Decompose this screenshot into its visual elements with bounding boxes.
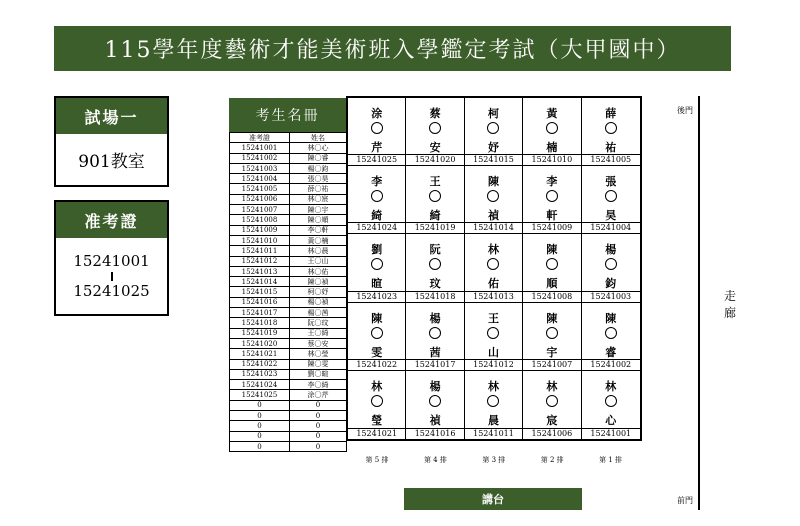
- seat-cell: [406, 234, 464, 302]
- seat-name-last: 暄: [371, 277, 383, 291]
- corridor-label: 走廊: [724, 289, 737, 320]
- seat-ticket-number: 15241001: [582, 428, 640, 439]
- roster-name-cell: 林〇晨: [290, 246, 347, 256]
- roster-id-cell: 15241007: [230, 205, 290, 215]
- seat-name-last: 鈞: [605, 277, 617, 291]
- roster-id-cell: 15241015: [230, 287, 290, 297]
- roster-name-cell: 陳〇雯: [290, 359, 347, 369]
- seat-circle: [546, 258, 558, 270]
- roster-row: [230, 246, 347, 256]
- roster-row: [230, 163, 347, 173]
- roster-id-cell: 0: [230, 441, 290, 451]
- seat-cell: [465, 371, 523, 439]
- roster-name-cell: 林〇宸: [290, 194, 347, 204]
- seat-circle: [371, 395, 383, 407]
- roster-name-cell: 0: [290, 431, 347, 441]
- seat-circle: [371, 258, 383, 270]
- seat-circle: [546, 327, 558, 339]
- roster-name-cell: 0: [290, 421, 347, 431]
- seat-name-last: 祐: [605, 141, 617, 154]
- seat-name-last: 順: [546, 277, 558, 291]
- seat-ticket-number: 15241006: [523, 428, 580, 439]
- column-label: 第 1 排: [599, 456, 623, 464]
- seat-name-last: 妤: [487, 141, 499, 154]
- roster-row: [230, 441, 347, 451]
- roster-id-cell: 15241005: [230, 184, 290, 194]
- seat-ticket-number: 15241014: [465, 222, 522, 233]
- seat-name-last: 芹: [371, 141, 383, 154]
- seat-circle: [546, 190, 558, 202]
- roster-row: [230, 421, 347, 431]
- roster-header-row: [230, 133, 347, 143]
- roster-name-cell: 涂〇芹: [290, 390, 347, 400]
- roster-row: [230, 390, 347, 400]
- seat-ticket-number: 15241021: [348, 428, 405, 439]
- seat-cell: [406, 98, 464, 166]
- roster-name-cell: 薛〇祐: [290, 184, 347, 194]
- roster-row: [230, 380, 347, 390]
- seat-ticket-number: 15241019: [406, 222, 463, 233]
- roster-id-cell: 15241010: [230, 235, 290, 245]
- seat-name-first: 楊: [429, 379, 441, 393]
- roster-id-cell: 15241004: [230, 174, 290, 184]
- roster-id-cell: 15241009: [230, 225, 290, 235]
- seat-name-last: 安: [429, 141, 441, 154]
- seat-ticket-number: 15241016: [406, 428, 463, 439]
- exam-room-heading: 試場一: [56, 98, 167, 134]
- seat-name-first: 阮: [429, 243, 441, 257]
- roster-col-name: 姓名: [290, 133, 347, 143]
- roster-name-cell: 0: [290, 441, 347, 451]
- seat-name-first: 林: [487, 243, 499, 257]
- roster-name-cell: 楊〇茜: [290, 308, 347, 318]
- seat-name-first: 柯: [487, 107, 499, 120]
- seat-ticket-number: 15241024: [348, 222, 405, 233]
- roster-row: [230, 318, 347, 328]
- seat-name-first: 涂: [371, 107, 383, 120]
- seat-name-last: 茜: [429, 345, 441, 359]
- roster-name-cell: 李〇綺: [290, 380, 347, 390]
- seat-ticket-number: 15241012: [465, 359, 522, 370]
- seat-circle: [605, 395, 617, 407]
- roster-name-cell: 林〇瑩: [290, 349, 347, 359]
- seat-name-last: 晨: [487, 413, 499, 427]
- exam-room-value: 901教室: [78, 152, 145, 172]
- ticket-range-start: 15241001: [73, 251, 150, 270]
- roster-id-cell: 15241013: [230, 266, 290, 276]
- roster-col-id: 准考證: [230, 133, 290, 143]
- seat-cell: [406, 303, 464, 371]
- roster-row: [230, 431, 347, 441]
- roster-row: [230, 308, 347, 318]
- roster-name-cell: 王〇綺: [290, 328, 347, 338]
- seat-ticket-number: 15241013: [465, 291, 522, 302]
- seat-circle: [546, 122, 558, 134]
- seat-circle: [429, 190, 441, 202]
- seat-name-last: 宇: [546, 345, 558, 359]
- seat-name-last: 綺: [429, 209, 441, 223]
- seat-cell: [348, 303, 406, 371]
- front-door-label: 前門: [677, 496, 693, 505]
- roster-name-cell: 陳〇宇: [290, 205, 347, 215]
- column-label: 第 2 排: [540, 456, 564, 464]
- seat-name-first: 張: [605, 175, 617, 189]
- roster-row: [230, 338, 347, 348]
- roster-id-cell: 15241018: [230, 318, 290, 328]
- roster-name-cell: 陳〇睿: [290, 153, 347, 163]
- roster-row: [230, 266, 347, 276]
- seat-name-first: 林: [487, 379, 499, 393]
- seat-name-last: 佑: [487, 277, 499, 291]
- seat-name-first: 陳: [487, 175, 499, 189]
- roster-id-cell: 15241002: [230, 153, 290, 163]
- seat-cell: [465, 303, 523, 371]
- roster-id-cell: 0: [230, 411, 290, 421]
- roster-name-cell: 陳〇順: [290, 215, 347, 225]
- roster-name-cell: 王〇山: [290, 256, 347, 266]
- seat-ticket-number: 15241004: [582, 222, 640, 233]
- roster-id-cell: 15241003: [230, 163, 290, 173]
- roster-name-cell: 柯〇妤: [290, 287, 347, 297]
- seat-ticket-number: 15241025: [348, 154, 405, 165]
- seat-name-last: 宸: [546, 413, 558, 427]
- seat-name-first: 李: [546, 175, 558, 189]
- roster-row: [230, 225, 347, 235]
- seat-name-last: 山: [487, 345, 499, 359]
- roster-row: [230, 194, 347, 204]
- seat-name-first: 陳: [546, 243, 558, 257]
- seat-circle: [605, 122, 617, 134]
- roster-name-cell: 李〇軒: [290, 225, 347, 235]
- seat-name-first: 黃: [546, 107, 558, 120]
- admission-ticket-range: [56, 238, 167, 314]
- seat-cell: [348, 371, 406, 439]
- seat-ticket-number: 15241020: [406, 154, 463, 165]
- seat-ticket-number: 15241008: [523, 291, 580, 302]
- podium-label: 講台: [404, 488, 582, 510]
- roster-name-cell: 林〇心: [290, 143, 347, 153]
- seat-cell: [523, 234, 581, 302]
- seat-circle: [487, 190, 499, 202]
- seat-name-last: 玟: [429, 277, 441, 291]
- seat-name-last: 昊: [605, 209, 617, 223]
- seat-name-first: 林: [371, 379, 383, 393]
- seat-circle: [429, 258, 441, 270]
- seat-cell: [523, 98, 581, 166]
- seat-cell: [523, 166, 581, 234]
- roster-row: [230, 400, 347, 410]
- column-label: 第 3 排: [482, 456, 506, 464]
- page-title: 115學年度藝術才能美術班入學鑑定考試（大甲國中）: [54, 26, 731, 71]
- seat-circle: [487, 327, 499, 339]
- roster-row: [230, 205, 347, 215]
- seat-name-first: 陳: [546, 311, 558, 325]
- seat-cell: [582, 98, 640, 166]
- seat-ticket-number: 15241018: [406, 291, 463, 302]
- seat-name-last: 心: [605, 413, 617, 427]
- roster-table: [229, 132, 347, 452]
- seat-ticket-number: 15241003: [582, 291, 640, 302]
- seat-name-last: 綺: [371, 209, 383, 223]
- roster-name-cell: 0: [290, 400, 347, 410]
- seat-cell: [348, 234, 406, 302]
- admission-ticket-heading: 准考證: [56, 202, 167, 238]
- roster-row: [230, 256, 347, 266]
- roster-id-cell: 15241021: [230, 349, 290, 359]
- roster-name-cell: 0: [290, 411, 347, 421]
- seat-circle: [605, 327, 617, 339]
- seat-cell: [406, 166, 464, 234]
- seat-circle: [605, 258, 617, 270]
- seat-ticket-number: 15241011: [465, 428, 522, 439]
- roster-row: [230, 174, 347, 184]
- roster-row: [230, 349, 347, 359]
- roster-name-cell: 林〇佑: [290, 266, 347, 276]
- seat-ticket-number: 15241022: [348, 359, 405, 370]
- seat-cell: [465, 98, 523, 166]
- seat-cell: [523, 303, 581, 371]
- seat-cell: [523, 371, 581, 439]
- roster-id-cell: 0: [230, 400, 290, 410]
- seat-name-last: 禎: [487, 209, 499, 223]
- ticket-range-end: 15241025: [73, 281, 150, 300]
- roster-row: [230, 297, 347, 307]
- seat-cell: [348, 98, 406, 166]
- roster-row: [230, 235, 347, 245]
- seat-name-first: 陳: [605, 311, 617, 325]
- roster-row: [230, 369, 347, 379]
- seat-ticket-number: 15241017: [406, 359, 463, 370]
- roster-row: [230, 143, 347, 153]
- roster-name-cell: 黃〇楠: [290, 235, 347, 245]
- seat-name-last: 禎: [429, 413, 441, 427]
- seat-cell: [582, 166, 640, 234]
- roster-row: [230, 287, 347, 297]
- seat-name-first: 楊: [429, 311, 441, 325]
- seat-name-first: 薛: [605, 107, 617, 120]
- seat-cell: [582, 303, 640, 371]
- seat-name-last: 軒: [546, 209, 558, 223]
- seat-name-first: 楊: [605, 243, 617, 257]
- roster-row: [230, 411, 347, 421]
- column-label: 第 4 排: [423, 456, 447, 464]
- wall-line: [698, 96, 700, 510]
- seat-name-last: 楠: [546, 141, 558, 154]
- roster-row: [230, 328, 347, 338]
- roster-row: [230, 215, 347, 225]
- back-door-label: 後門: [677, 106, 693, 115]
- roster-id-cell: 15241024: [230, 380, 290, 390]
- roster-id-cell: 15241012: [230, 256, 290, 266]
- roster-row: [230, 359, 347, 369]
- seat-circle: [487, 122, 499, 134]
- roster-id-cell: 15241001: [230, 143, 290, 153]
- roster-row: [230, 277, 347, 287]
- seat-name-last: 雯: [371, 345, 383, 359]
- roster-id-cell: 15241022: [230, 359, 290, 369]
- roster-name-cell: 楊〇禎: [290, 297, 347, 307]
- column-label: 第 5 排: [365, 456, 389, 464]
- seat-cell: [582, 371, 640, 439]
- admission-ticket-box: [54, 200, 169, 316]
- roster-row: [230, 184, 347, 194]
- seat-circle: [605, 190, 617, 202]
- seat-ticket-number: 15241002: [582, 359, 640, 370]
- roster-id-cell: 15241016: [230, 297, 290, 307]
- seat-circle: [371, 327, 383, 339]
- roster-row: [230, 153, 347, 163]
- seat-circle: [429, 327, 441, 339]
- seat-circle: [487, 395, 499, 407]
- seat-circle: [371, 190, 383, 202]
- roster-name-cell: 陳〇禎: [290, 277, 347, 287]
- seat-name-last: 瑩: [371, 413, 383, 427]
- seat-cell: [348, 166, 406, 234]
- seat-circle: [429, 122, 441, 134]
- seat-cell: [465, 166, 523, 234]
- seating-grid: [346, 96, 642, 441]
- roster-id-cell: 15241023: [230, 369, 290, 379]
- roster-name-cell: 楊〇鈞: [290, 163, 347, 173]
- seat-ticket-number: 15241007: [523, 359, 580, 370]
- roster-heading: 考生名冊: [229, 98, 346, 132]
- seat-ticket-number: 15241023: [348, 291, 405, 302]
- seat-name-first: 王: [429, 175, 441, 189]
- roster-id-cell: 15241019: [230, 328, 290, 338]
- seat-cell: [406, 371, 464, 439]
- seat-name-first: 李: [371, 175, 383, 189]
- seat-name-first: 王: [487, 311, 499, 325]
- seat-circle: [429, 395, 441, 407]
- seat-ticket-number: 15241015: [465, 154, 522, 165]
- seat-name-first: 林: [605, 379, 617, 393]
- roster-id-cell: 15241020: [230, 338, 290, 348]
- roster-id-cell: 15241025: [230, 390, 290, 400]
- range-divider: [111, 272, 113, 281]
- seat-name-first: 蔡: [429, 107, 441, 120]
- roster-id-cell: 15241011: [230, 246, 290, 256]
- exam-room-box: [54, 96, 169, 187]
- roster-name-cell: 阮〇玟: [290, 318, 347, 328]
- seat-name-first: 陳: [371, 311, 383, 325]
- roster-name-cell: 劉〇暄: [290, 369, 347, 379]
- roster-id-cell: 15241008: [230, 215, 290, 225]
- roster-id-cell: 0: [230, 421, 290, 431]
- seat-name-last: 睿: [605, 345, 617, 359]
- seat-cell: [582, 234, 640, 302]
- seat-circle: [487, 258, 499, 270]
- roster-id-cell: 0: [230, 431, 290, 441]
- seat-ticket-number: 15241005: [582, 154, 640, 165]
- seat-circle: [546, 395, 558, 407]
- roster-id-cell: 15241006: [230, 194, 290, 204]
- roster-name-cell: 蔡〇安: [290, 338, 347, 348]
- seat-name-first: 劉: [371, 243, 383, 257]
- student-roster: [229, 98, 346, 452]
- roster-id-cell: 15241017: [230, 308, 290, 318]
- seat-circle: [371, 122, 383, 134]
- seat-cell: [465, 234, 523, 302]
- roster-name-cell: 張〇昊: [290, 174, 347, 184]
- roster-id-cell: 15241014: [230, 277, 290, 287]
- seat-ticket-number: 15241009: [523, 222, 580, 233]
- seat-name-first: 林: [546, 379, 558, 393]
- seat-ticket-number: 15241010: [523, 154, 580, 165]
